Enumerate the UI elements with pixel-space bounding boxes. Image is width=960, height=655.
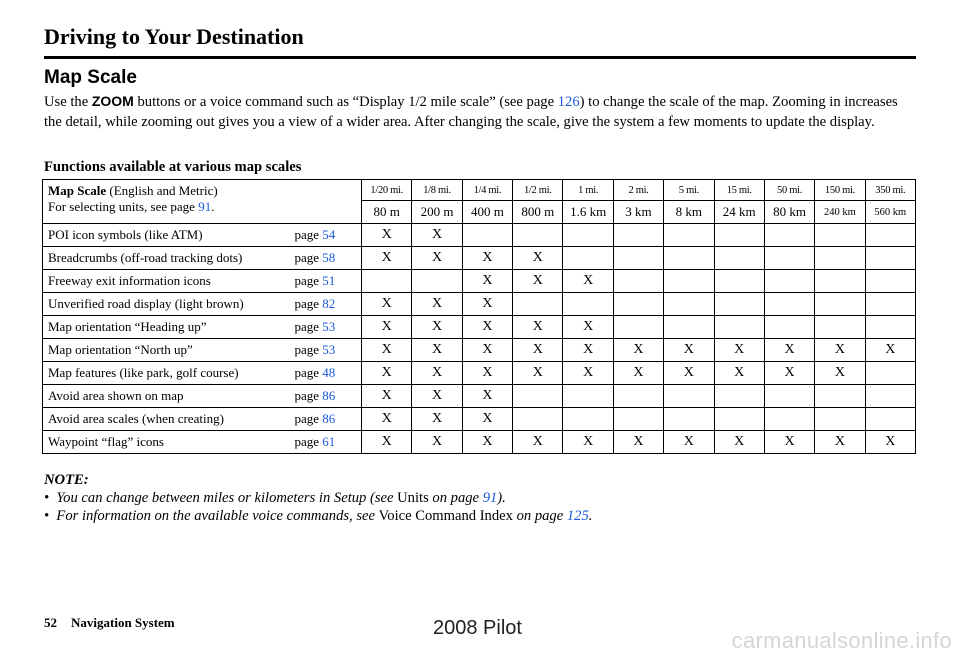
- availability-cell: [613, 224, 663, 247]
- scale-miles-cell: 2 mi.: [613, 180, 663, 201]
- function-page-ref: page 61: [295, 431, 362, 454]
- function-page-ref: page 58: [295, 247, 362, 270]
- map-scale-header: Map Scale (English and Metric) For selecting units, see page 91.: [43, 180, 362, 224]
- availability-cell: X: [412, 224, 462, 247]
- availability-cell: X: [815, 339, 865, 362]
- site-watermark: carmanualsonline.info: [731, 628, 952, 653]
- availability-cell: [764, 270, 814, 293]
- availability-cell: [764, 247, 814, 270]
- availability-cell: [815, 270, 865, 293]
- availability-cell: X: [462, 316, 512, 339]
- title-rule: [44, 56, 916, 59]
- scale-metric-cell: 1.6 km: [563, 201, 613, 224]
- scale-metric-cell: 8 km: [664, 201, 714, 224]
- availability-cell: X: [613, 362, 663, 385]
- availability-cell: [865, 316, 915, 339]
- availability-cell: [664, 247, 714, 270]
- availability-cell: [764, 224, 814, 247]
- availability-cell: X: [462, 270, 512, 293]
- availability-cell: [563, 247, 613, 270]
- availability-cell: X: [362, 224, 412, 247]
- availability-cell: [714, 316, 764, 339]
- availability-cell: X: [764, 339, 814, 362]
- availability-cell: [714, 385, 764, 408]
- scale-miles-cell: 5 mi.: [664, 180, 714, 201]
- scale-miles-cell: 1/4 mi.: [462, 180, 512, 201]
- scale-metric-cell: 200 m: [412, 201, 462, 224]
- map-scale-table: [42, 179, 916, 454]
- availability-cell: X: [865, 339, 915, 362]
- availability-cell: [613, 270, 663, 293]
- scale-miles-cell: 1/2 mi.: [513, 180, 563, 201]
- page-link[interactable]: 53: [322, 342, 336, 357]
- availability-cell: X: [412, 431, 462, 454]
- scale-miles-cell: 50 mi.: [764, 180, 814, 201]
- availability-cell: X: [664, 339, 714, 362]
- page-link[interactable]: 82: [322, 296, 336, 311]
- availability-cell: X: [412, 408, 462, 431]
- page-link[interactable]: 51: [322, 273, 336, 288]
- availability-cell: X: [462, 408, 512, 431]
- table-row: [43, 408, 916, 431]
- page-link-126[interactable]: 126: [557, 94, 580, 110]
- scale-miles-cell: 1/8 mi.: [412, 180, 462, 201]
- availability-cell: [412, 270, 462, 293]
- availability-cell: [513, 293, 563, 316]
- availability-cell: [613, 247, 663, 270]
- page-link[interactable]: 58: [322, 250, 336, 265]
- availability-cell: X: [563, 270, 613, 293]
- availability-cell: X: [362, 293, 412, 316]
- page-link-91[interactable]: 91: [482, 490, 498, 506]
- availability-cell: [563, 408, 613, 431]
- function-page-ref: page 86: [295, 408, 362, 431]
- availability-cell: [714, 408, 764, 431]
- availability-cell: [613, 408, 663, 431]
- scale-metric-cell: 800 m: [513, 201, 563, 224]
- availability-cell: X: [362, 316, 412, 339]
- footer-label: Navigation System: [71, 615, 175, 630]
- availability-cell: [513, 385, 563, 408]
- availability-cell: X: [513, 270, 563, 293]
- table-row: [43, 362, 916, 385]
- function-name: POI icon symbols (like ATM): [43, 224, 295, 247]
- availability-cell: X: [865, 431, 915, 454]
- availability-cell: X: [513, 362, 563, 385]
- page-link[interactable]: 61: [322, 434, 336, 449]
- scale-miles-cell: 1 mi.: [563, 180, 613, 201]
- availability-cell: X: [513, 339, 563, 362]
- availability-cell: [764, 293, 814, 316]
- availability-cell: X: [462, 362, 512, 385]
- table-row: [43, 247, 916, 270]
- function-name: Unverified road display (light brown): [43, 293, 295, 316]
- page-number: 52: [44, 615, 57, 630]
- page-link[interactable]: 86: [322, 388, 336, 403]
- function-page-ref: page 51: [295, 270, 362, 293]
- function-page-ref: page 54: [295, 224, 362, 247]
- table-row: [43, 293, 916, 316]
- function-page-ref: page 53: [295, 316, 362, 339]
- scale-metric-cell: 80 km: [764, 201, 814, 224]
- availability-cell: X: [714, 431, 764, 454]
- availability-cell: [513, 408, 563, 431]
- availability-cell: X: [412, 362, 462, 385]
- function-name: Map orientation “North up”: [43, 339, 295, 362]
- availability-cell: [664, 224, 714, 247]
- availability-cell: X: [362, 385, 412, 408]
- availability-cell: [664, 408, 714, 431]
- availability-cell: X: [412, 316, 462, 339]
- note-heading: NOTE:: [44, 472, 89, 488]
- scale-miles-cell: 350 mi.: [865, 180, 915, 201]
- availability-cell: [362, 270, 412, 293]
- table-row: [43, 270, 916, 293]
- availability-cell: [815, 316, 865, 339]
- availability-cell: [664, 270, 714, 293]
- note-item-voice-commands: • For information on the available voice commands, see Voice Command Index on page 125.: [44, 508, 593, 524]
- availability-cell: [815, 224, 865, 247]
- availability-cell: [865, 270, 915, 293]
- scale-metric-cell: 400 m: [462, 201, 512, 224]
- model-watermark: 2008 Pilot: [433, 617, 522, 639]
- availability-cell: [764, 385, 814, 408]
- availability-cell: X: [462, 431, 512, 454]
- availability-cell: X: [362, 408, 412, 431]
- availability-cell: [714, 270, 764, 293]
- function-name: Freeway exit information icons: [43, 270, 295, 293]
- availability-cell: X: [664, 431, 714, 454]
- availability-cell: X: [362, 362, 412, 385]
- function-page-ref: page 48: [295, 362, 362, 385]
- availability-cell: [664, 385, 714, 408]
- page-link-125[interactable]: 125: [566, 508, 589, 524]
- availability-cell: X: [412, 247, 462, 270]
- availability-cell: [815, 293, 865, 316]
- function-name: Waypoint “flag” icons: [43, 431, 295, 454]
- availability-cell: [815, 247, 865, 270]
- availability-cell: [764, 408, 814, 431]
- availability-cell: X: [412, 339, 462, 362]
- availability-cell: X: [714, 339, 764, 362]
- availability-cell: [865, 293, 915, 316]
- availability-cell: [664, 316, 714, 339]
- scale-miles-cell: 150 mi.: [815, 180, 865, 201]
- availability-cell: [714, 224, 764, 247]
- function-page-ref: page 53: [295, 339, 362, 362]
- scale-miles-cell: 1/20 mi.: [362, 180, 412, 201]
- availability-cell: [462, 224, 512, 247]
- availability-cell: X: [563, 431, 613, 454]
- availability-cell: [714, 247, 764, 270]
- function-name: Map features (like park, golf course): [43, 362, 295, 385]
- availability-cell: X: [362, 247, 412, 270]
- availability-cell: [613, 385, 663, 408]
- availability-cell: X: [563, 316, 613, 339]
- availability-cell: X: [513, 431, 563, 454]
- note-item-units: • You can change between miles or kilometers in Setup (see Units on page 91).: [44, 490, 506, 506]
- availability-cell: [714, 293, 764, 316]
- scale-metric-cell: 560 km: [865, 201, 915, 224]
- availability-cell: [865, 247, 915, 270]
- function-name: Breadcrumbs (off-road tracking dots): [43, 247, 295, 270]
- availability-cell: X: [815, 362, 865, 385]
- availability-cell: X: [563, 339, 613, 362]
- availability-cell: [865, 408, 915, 431]
- function-page-ref: page 82: [295, 293, 362, 316]
- page-link[interactable]: 53: [322, 319, 336, 334]
- table-row: [43, 339, 916, 362]
- availability-cell: [563, 224, 613, 247]
- page-title: Driving to Your Destination: [44, 24, 304, 49]
- availability-cell: X: [764, 362, 814, 385]
- availability-cell: [865, 385, 915, 408]
- page-link[interactable]: 54: [322, 227, 336, 242]
- scale-metric-cell: 24 km: [714, 201, 764, 224]
- section-title: Map Scale: [44, 67, 137, 88]
- table-row: [43, 431, 916, 454]
- page-link-91[interactable]: 91: [198, 199, 212, 214]
- availability-cell: [613, 316, 663, 339]
- table-row: [43, 385, 916, 408]
- scale-miles-cell: 15 mi.: [714, 180, 764, 201]
- page-footer: [44, 615, 175, 631]
- availability-cell: [815, 408, 865, 431]
- availability-cell: X: [462, 339, 512, 362]
- availability-cell: [865, 224, 915, 247]
- function-name: Avoid area scales (when creating): [43, 408, 295, 431]
- availability-cell: [613, 293, 663, 316]
- availability-cell: X: [462, 247, 512, 270]
- availability-cell: X: [613, 431, 663, 454]
- function-page-ref: page 86: [295, 385, 362, 408]
- availability-cell: X: [462, 293, 512, 316]
- availability-cell: X: [815, 431, 865, 454]
- page-link[interactable]: 86: [322, 411, 336, 426]
- availability-cell: X: [362, 339, 412, 362]
- availability-cell: X: [412, 385, 462, 408]
- availability-cell: X: [462, 385, 512, 408]
- table-heading: Functions available at various map scales: [44, 159, 302, 175]
- table-row: [43, 316, 916, 339]
- availability-cell: [563, 293, 613, 316]
- function-name: Avoid area shown on map: [43, 385, 295, 408]
- availability-cell: [815, 385, 865, 408]
- availability-cell: X: [513, 247, 563, 270]
- availability-cell: [563, 385, 613, 408]
- note-block: [44, 471, 592, 525]
- availability-cell: X: [714, 362, 764, 385]
- availability-cell: [664, 293, 714, 316]
- scale-metric-cell: 240 km: [815, 201, 865, 224]
- availability-cell: X: [362, 431, 412, 454]
- page-link[interactable]: 48: [322, 365, 336, 380]
- availability-cell: [865, 362, 915, 385]
- function-name: Map orientation “Heading up”: [43, 316, 295, 339]
- scale-metric-cell: 3 km: [613, 201, 663, 224]
- availability-cell: X: [412, 293, 462, 316]
- availability-cell: [513, 224, 563, 247]
- availability-cell: X: [513, 316, 563, 339]
- scale-metric-cell: 80 m: [362, 201, 412, 224]
- availability-cell: [764, 316, 814, 339]
- availability-cell: X: [764, 431, 814, 454]
- zoom-button-label: ZOOM: [91, 93, 134, 109]
- availability-cell: X: [563, 362, 613, 385]
- miles-row: [43, 180, 916, 201]
- table-row: [43, 224, 916, 247]
- availability-cell: X: [664, 362, 714, 385]
- availability-cell: X: [613, 339, 663, 362]
- intro-paragraph: Use the ZOOM buttons or a voice command such as “Display 1/2 mile scale” (see page 126) to change the scale of the map. Zooming in increases the detail, while zooming out gives you a view of a wider area. After changing the scale, give the system a few moments to update the display.: [44, 93, 898, 130]
